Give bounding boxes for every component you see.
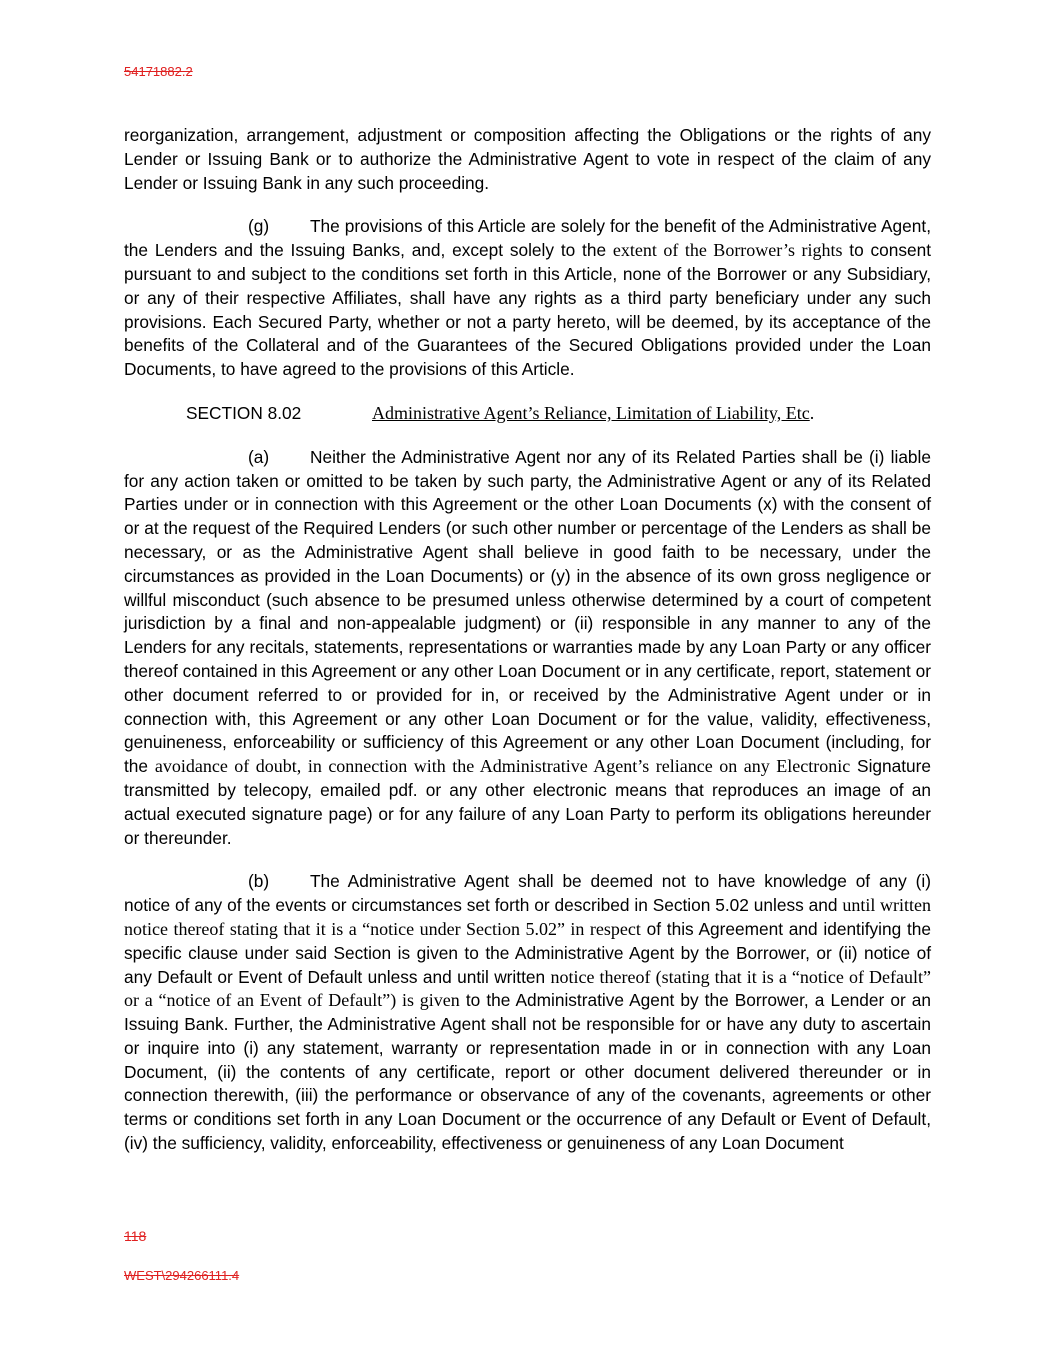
paragraph-g-text-serif: extent of the Borrower’s rights: [612, 240, 843, 261]
paragraph-a-text-1: Neither the Administrative Agent nor any of its Related Parties shall be (i) liable for any action taken or omitted to be taken by such party, the Administrative Agent or any of its Related Parties under or in connection with this Agreement or the other Loan Documents (x) with the consent of or at the request of the Required Lenders (or such other number or percentage of the Lenders as shall be necessary, or as the Administrative Agent shall believe in good faith to be necessary, under the circumstances as provided in the Loan Documents) or (y) in the absence of its own gross negligence or willful misconduct (such absence to be presumed unless otherwise determined by a court of competent jurisdiction by a final and non-appealable judgment) or (ii) responsible in any manner to any of the Lenders for any recitals, statements, representations or warranties made by any Loan Party or any officer thereof contained in this Agreement or any other Loan Document or in any certificate, report, statement or other document referred to or provided for in, or received by the Administrative Agent under or in connection with, this Agreement or any other Loan Document or for the value, validity, effectiveness, genuineness, enforceability or sufficiency of this Agreement or any other Loan Document (including, for the: [124, 446, 931, 777]
paragraph-continuation: reorganization, arrangement, adjustment or composition affecting the Obligations or the rights of any Lender or Issuing Bank or to authorize the Administrative Agent to vote in respect of the claim of any Lender or Issuing Bank in any such proceeding.: [124, 125, 931, 193]
paragraph-b-text-serif-2: notice thereof (stating that it is a “notice of Default” or a “notice of an Event of Default”) is given: [124, 966, 931, 1011]
footer-file-id: WEST\294266111.4: [124, 1268, 240, 1283]
paragraph-b-text-1: The Administrative Agent shall be deemed not to have knowledge of any (i) notice of any of the events or circumstances set forth or described in Section 5.02 unless and: [124, 871, 931, 916]
page-number: 118: [124, 1228, 147, 1244]
paragraph-g: [124, 215, 931, 382]
paragraph-a-text-serif: avoidance of doubt, in connection with the Administrative Agent’s reliance on any Electronic: [154, 756, 851, 777]
paragraph-b: [124, 870, 931, 1156]
paragraph-a: [124, 446, 931, 851]
paragraph-b-text-3: to the Administrative Agent by the Borrower, a Lender or an Issuing Bank. Further, the Administrative Agent shall not be responsible for or have any duty to ascertain or inquire into (i) any statement, warranty or representation made in or in connection with any Loan Document, (ii) the contents of any certificate, report or other document delivered thereunder or in connection therewith, (iii) the performance or observance of any of the covenants, agreements or other terms or conditions set forth in any Loan Document or the occurrence of any Default or Event of Default, (iv) the sufficiency, validity, enforceability, effectiveness or genuineness of any Loan Document: [124, 990, 931, 1154]
clause-label-b: (b): [248, 871, 270, 892]
document-body: [124, 124, 931, 1176]
section-heading: [124, 402, 931, 426]
section-title: Administrative Agent’s Reliance, Limitation of Liability, Etc: [372, 402, 810, 423]
clause-label-g: (g): [248, 216, 270, 237]
clause-label-a: (a): [248, 446, 270, 467]
header-doc-id: 54171882.2: [124, 64, 193, 79]
paragraph-b-text-2: of this Agreement and identifying the specific clause under said Section is given to the Administrative Agent by the Borrower, or (ii) notice of any Default or Event of Default unless and until written: [124, 918, 931, 987]
paragraph-g-text-2: to consent pursuant to and subject to the conditions set forth in this Article, none of the Borrower or any Subsidiary, or any of their respective Affiliates, shall have any rights as a third party beneficiary under any such provisions. Each Secured Party, whether or not a party hereto, will be deemed, by its acceptance of the benefits of the Collateral and of the Guarantees of the Secured Obligations provided under the Loan Documents, to have agreed to the provisions of this Article.: [124, 240, 932, 380]
paragraph-b-text-serif-1: until written notice thereof stating that it is a “notice under Section 5.02” in respect: [124, 895, 931, 939]
paragraph-a-text-2: Signature transmitted by telecopy, emailed pdf. or any other electronic means that reproduces an image of an actual executed signature page) or for any failure of any Loan Party to perform its obligations hereunder or thereunder.: [124, 756, 932, 848]
section-number: SECTION 8.02: [186, 402, 302, 423]
section-title-period: .: [809, 402, 815, 423]
paragraph-g-text-1: The provisions of this Article are solely for the benefit of the Administrative Agent, the Lenders and the Issuing Banks, and, except solely to the: [124, 216, 931, 261]
